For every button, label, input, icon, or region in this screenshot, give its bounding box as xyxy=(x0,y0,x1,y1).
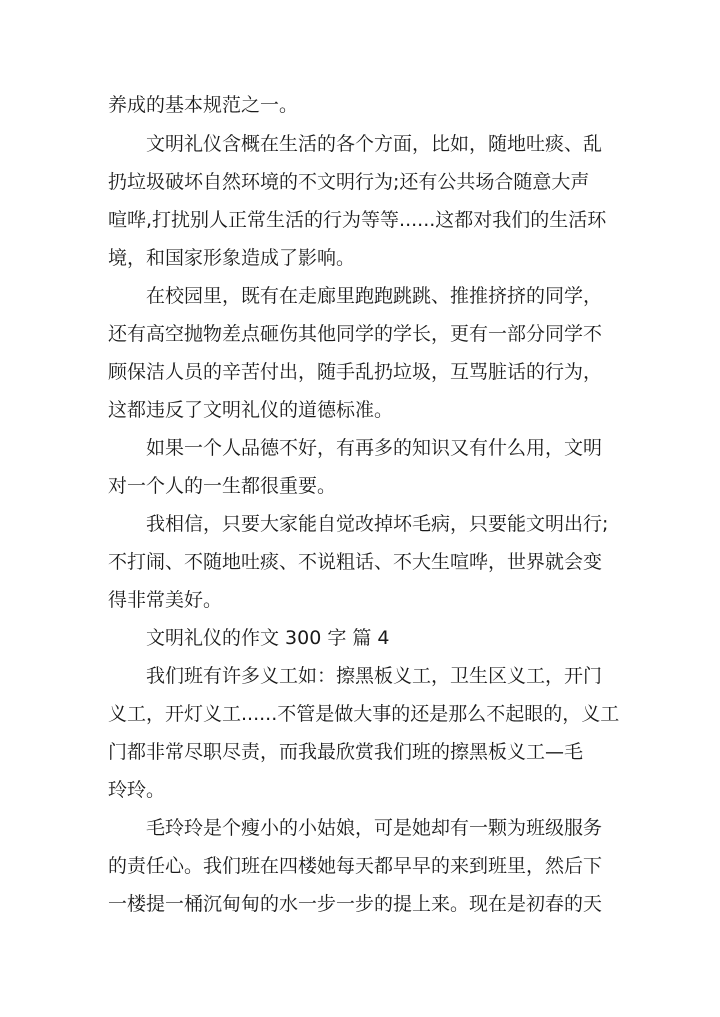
paragraph-start-line: 在校园里，既有在走廊里跑跑跳跳、推推挤挤的同学， xyxy=(146,285,603,307)
text-line: 养成的基本规范之一。 xyxy=(108,94,299,116)
paragraph-start-line: 文明礼仪含概在生活的各个方面，比如，随地吐痰、乱 xyxy=(146,133,603,155)
text-line: 一楼提一桶沉甸甸的水一步一步的提上来。现在是初春的天 xyxy=(108,893,603,915)
paragraph-start-line: 我们班有许多义工如：擦黑板义工，卫生区义工，开门 xyxy=(146,665,603,687)
text-line: 境，和国家形象造成了影响。 xyxy=(108,247,356,269)
text-line: 得非常美好。 xyxy=(108,589,223,611)
text-line: 对一个人的一生都很重要。 xyxy=(108,475,337,497)
text-line: 还有高空抛物差点砸伤其他同学的学长，更有一部分同学不 xyxy=(108,323,603,345)
text-line: 扔垃圾破坏自然环境的不文明行为;还有公共场合随意大声 xyxy=(108,171,590,193)
text-line: 的责任心。我们班在四楼她每天都早早的来到班里，然后下 xyxy=(108,855,603,877)
text-line: 不打闹、不随地吐痰、不说粗话、不大生喧哗，世界就会变 xyxy=(108,551,603,573)
paragraph-start-line: 毛玲玲是个瘦小的小姑娘，可是她却有一颗为班级服务 xyxy=(146,817,603,839)
text-line: 这都违反了文明礼仪的道德标准。 xyxy=(108,399,394,421)
text-line: 门都非常尽职尽责，而我最欣赏我们班的擦黑板义工—毛 xyxy=(108,741,584,763)
paragraph-start-line: 如果一个人品德不好，有再多的知识又有什么用，文明 xyxy=(146,437,603,459)
text-line: 喧哗,打扰别人正常生活的行为等等......这都对我们的生活环 xyxy=(108,209,607,231)
text-line: 义工，开灯义工......不管是做大事的还是那么不起眼的，义工 xyxy=(108,703,620,725)
text-line: 顾保洁人员的辛苦付出，随手乱扔垃圾，互骂脏话的行为， xyxy=(108,361,603,383)
paragraph-start-line: 我相信，只要大家能自觉改掉坏毛病，只要能文明出行; xyxy=(146,513,609,535)
text-line: 玲玲。 xyxy=(108,779,166,801)
section-heading: 文明礼仪的作文 300 字 篇 4 xyxy=(146,627,390,649)
